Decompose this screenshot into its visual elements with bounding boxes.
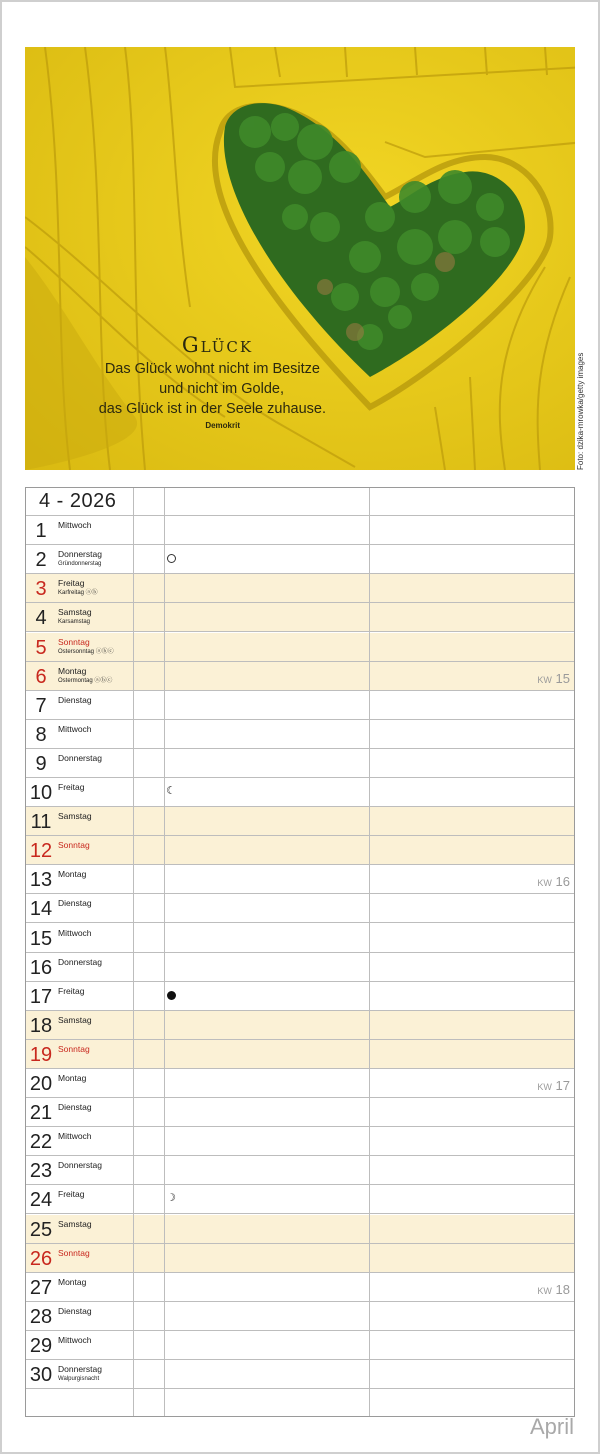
weekday-label: Montag: [58, 869, 87, 880]
quote-block: [55, 333, 326, 430]
weekday-label: Dienstag: [58, 694, 92, 705]
header-photo: [25, 47, 575, 470]
weekday-label: Sonntag: [58, 1043, 90, 1054]
weekday-label: Donnerstag: [58, 1160, 102, 1171]
holiday-note: Gründonnerstag: [58, 561, 102, 568]
weekday-label: Samstag: [58, 607, 92, 618]
calendar-week-prefix: KW: [537, 1082, 552, 1092]
day-number: 22: [29, 1131, 53, 1154]
weekday-label: Mittwoch: [58, 1131, 92, 1142]
day-number: 12: [29, 840, 53, 863]
calendar-grid: [25, 487, 575, 1417]
day-number: 18: [29, 1014, 53, 1037]
weekday-label: Samstag: [58, 1014, 92, 1025]
day-number: 23: [29, 1160, 53, 1183]
day-number: 9: [35, 752, 47, 775]
calendar-week-number: 18: [555, 1281, 570, 1297]
day-number: 4: [35, 607, 47, 630]
day-number: 21: [29, 1102, 53, 1125]
weekday-label: Donnerstag: [58, 1364, 102, 1374]
quote-author: Demokrit: [205, 421, 240, 430]
holiday-note: Ostermontag ⓐⓑⓒ: [58, 677, 113, 684]
holiday-note: Walpurgisnacht: [58, 1376, 100, 1382]
holiday-note: Karsamstag: [58, 619, 91, 626]
day-number: 19: [29, 1043, 53, 1066]
day-number: 7: [35, 694, 47, 717]
weekday-label: Freitag: [58, 782, 85, 792]
day-number: 28: [29, 1305, 53, 1328]
quote-title: Glück: [181, 333, 254, 357]
calendar-week-number: 17: [555, 1078, 570, 1093]
day-number: 14: [29, 898, 53, 921]
waxing-moon-icon: ☽: [166, 1192, 176, 1205]
day-number: 5: [35, 636, 47, 659]
weekday-label: Montag: [58, 665, 87, 676]
day-number: 16: [29, 956, 53, 979]
day-number: 6: [35, 665, 47, 688]
day-number: 11: [30, 811, 52, 834]
day-number: 1: [35, 520, 47, 543]
day-number: 29: [29, 1334, 53, 1357]
day-number: 20: [29, 1073, 53, 1095]
holiday-note: Karfreitag ⓐⓑ: [58, 590, 98, 597]
weekday-label: Mittwoch: [58, 927, 92, 938]
weekday-label: Freitag: [58, 1189, 85, 1200]
calendar-week-prefix: KW: [537, 1285, 552, 1296]
calendar-week-number: 16: [555, 874, 570, 890]
quote-line: Das Glück wohnt nicht im Besitze: [104, 361, 320, 377]
weekday-label: Dienstag: [58, 1305, 92, 1316]
weekday-label: Sonntag: [58, 1247, 90, 1258]
day-number: 27: [29, 1276, 53, 1299]
day-number: 2: [35, 549, 47, 572]
weekday-label: Donnerstag: [58, 752, 102, 763]
quote-line: das Glück ist in der Seele zuhause.: [98, 401, 326, 417]
weekday-label: Sonntag: [58, 840, 90, 851]
weekday-label: Samstag: [58, 1218, 92, 1229]
weekday-label: Montag: [58, 1276, 87, 1287]
weekday-label: Samstag: [58, 811, 92, 822]
day-number: 8: [35, 723, 47, 746]
calendar-week-prefix: KW: [537, 674, 552, 685]
weekday-label: Donnerstag: [58, 956, 102, 967]
weekday-label: Dienstag: [58, 1102, 92, 1113]
day-number: 30: [29, 1364, 53, 1386]
holiday-note: Ostersonntag ⓐⓑⓒ: [58, 648, 114, 655]
calendar-week-number: 15: [555, 670, 570, 686]
grid-border: [25, 487, 575, 1417]
calendar-title: 4 - 2026: [39, 490, 117, 512]
day-number: 15: [29, 927, 53, 950]
weekday-label: Donnerstag: [58, 549, 102, 560]
weekday-label: Montag: [58, 1073, 87, 1083]
weekday-label: Mittwoch: [58, 520, 92, 531]
weekday-label: Dienstag: [58, 898, 92, 909]
weekday-label: Mittwoch: [58, 1334, 92, 1345]
weekday-label: Freitag: [58, 985, 85, 996]
waning-moon-icon: ☾: [166, 785, 176, 797]
day-number: 10: [29, 782, 53, 804]
photo-credit: Foto: dzika-mrowka/getty images: [576, 352, 585, 470]
day-number: 3: [35, 578, 47, 601]
weekday-label: Mittwoch: [58, 723, 92, 734]
day-number: 25: [29, 1218, 53, 1241]
day-number: 17: [29, 985, 53, 1008]
day-number: 26: [29, 1247, 53, 1270]
month-label: April: [529, 1414, 574, 1439]
weekday-label: Freitag: [58, 578, 85, 589]
quote-line: und nicht im Golde,: [159, 381, 284, 397]
weekday-label: Sonntag: [58, 636, 90, 647]
day-number: 24: [29, 1189, 53, 1212]
day-number: 13: [29, 869, 53, 892]
calendar-week-prefix: KW: [537, 878, 552, 889]
